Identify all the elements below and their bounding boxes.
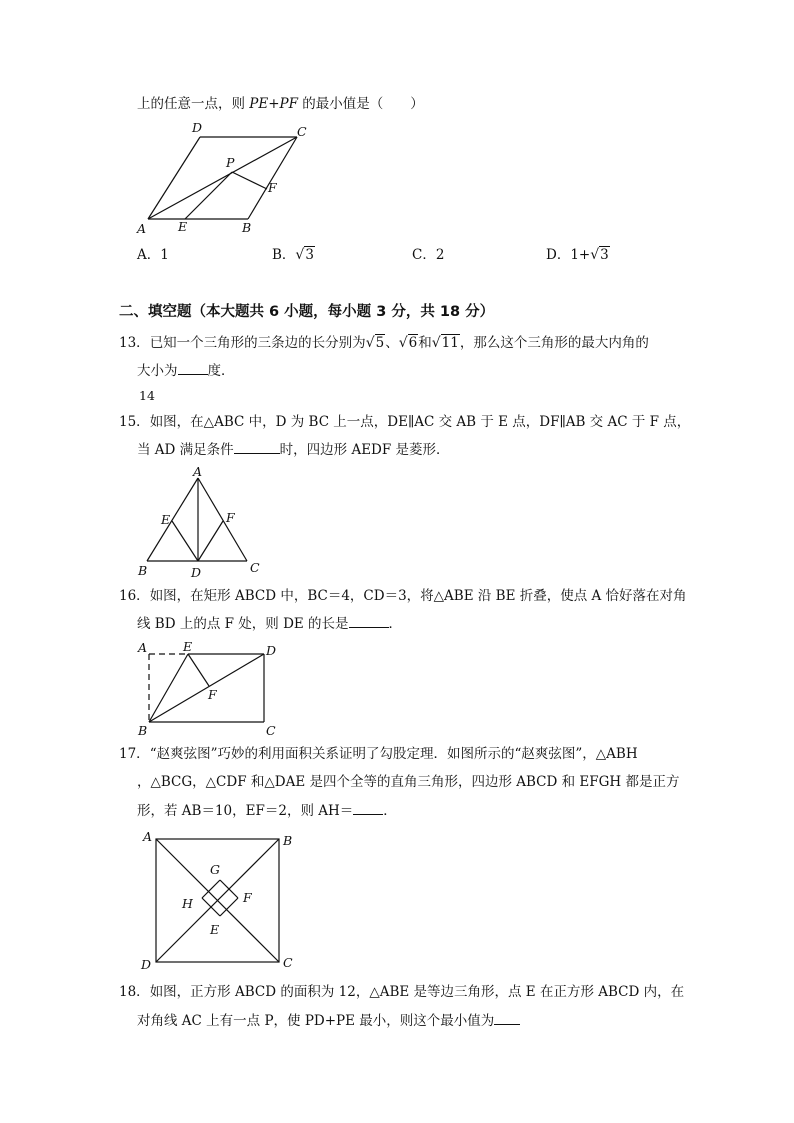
q12-label-b: B	[242, 220, 252, 235]
q16-label-f: F	[208, 687, 217, 702]
q12-label-e: E	[178, 219, 188, 234]
q14-number: 14	[139, 388, 155, 403]
q17-inner-fe	[220, 898, 238, 916]
q17-label-c: C	[283, 955, 293, 970]
q15-label-a: A	[193, 464, 203, 479]
q18-line1: 18．如图，正方形 ABCD 的面积为 12，△ABE 是等边三角形，点 E 在正方形 ABCD 内，在	[119, 984, 685, 1000]
sqrt-symbol: √3	[590, 247, 609, 263]
q17-line2: ，△BCG，△CDF 和△DAE 是四个全等的直角三角形，四边形 ABCD 和 EFGH 都是正方	[137, 774, 680, 790]
q17-label-b: B	[283, 833, 293, 848]
q15-label-e: E	[161, 512, 171, 527]
q12-label-p: P	[226, 155, 235, 170]
q18-line2: 对角线 AC 上有一点 P，使 PD+PE 最小，则这个最小值为	[137, 1010, 520, 1031]
q12-stem-expr: PE+PF	[249, 96, 298, 112]
q12-option-c[interactable]: C．2	[412, 247, 445, 263]
q17-label-f: F	[243, 890, 252, 905]
q17-label-g: G	[210, 862, 220, 877]
q17-number: 17．	[119, 746, 150, 762]
section-title: 二、填空题（本大题共 6 小题，每小题 3 分，共 18 分）	[119, 304, 495, 320]
q12-label-f: F	[268, 180, 277, 195]
q15-label-d: D	[191, 565, 202, 580]
q16-label-a: A	[138, 640, 148, 655]
q17-inner-hg	[202, 880, 220, 898]
q12-stem-text: 上的任意一点，则	[137, 96, 250, 112]
q12-label-d: D	[192, 120, 203, 135]
q12-option-a[interactable]: A．1	[137, 247, 169, 263]
q12-stem-text-2: 的最小值是（ ）	[298, 96, 424, 112]
q16-label-e: E	[183, 639, 193, 654]
sqrt-symbol: √5	[365, 335, 385, 351]
q15-line2: 当 AD 满足条件 时，四边形 AEDF 是菱形．	[137, 439, 450, 460]
q17-label-e: E	[210, 922, 220, 937]
q16-label-c: C	[266, 723, 276, 738]
q16-label-b: B	[138, 723, 148, 738]
q12-option-b[interactable]: B．√3	[272, 247, 314, 263]
q12-label-a: A	[137, 221, 147, 236]
q16-line2: 线 BD 上的点 F 处，则 DE 的长是 ．	[137, 613, 402, 634]
q13-line2: 大小为 度．	[137, 360, 235, 381]
q15-label-f: F	[226, 510, 235, 525]
q15-label-b: B	[138, 563, 148, 578]
q17-line3: 形，若 AB＝10，EF＝2，则 AH＝ ．	[137, 800, 397, 821]
q15-line1: 15．如图，在△ABC 中，D 为 BC 上一点，DE∥AC 交 AB 于 E 点，DF∥AB 交 AC 于 F 点，	[119, 414, 691, 430]
q17-label-d: D	[141, 957, 152, 972]
q13-number: 13．	[119, 335, 150, 351]
sqrt-symbol: √6	[398, 335, 418, 351]
q15-label-c: C	[250, 560, 260, 575]
q12-label-c: C	[297, 124, 307, 139]
q17-line1: 17．“赵爽弦图”巧妙的利用面积关系证明了勾股定理．如图所示的“赵爽弦图”，△ABH	[119, 746, 638, 762]
q12-option-d[interactable]: D．1+√3	[546, 247, 609, 263]
sqrt-symbol: √3	[295, 247, 314, 263]
q18-answer-blank[interactable]	[494, 1010, 520, 1025]
q16-line1: 16．如图，在矩形 ABCD 中，BC＝4，CD＝3，将△ABE 沿 BE 折叠，使点 A 恰好落在对角	[119, 588, 687, 604]
q13-line1: 13．已知一个三角形的三条边的长分别为√5、√6和√11，那么这个三角形的最大内角的	[119, 335, 649, 351]
q16-label-d: D	[266, 643, 277, 658]
q17-label-h: H	[182, 896, 193, 911]
q16-number: 16．	[119, 588, 150, 604]
q17-label-a: A	[143, 829, 153, 844]
q15-number: 15．	[119, 414, 150, 430]
q18-number: 18．	[119, 984, 150, 1000]
sqrt-symbol: √11	[431, 335, 459, 351]
